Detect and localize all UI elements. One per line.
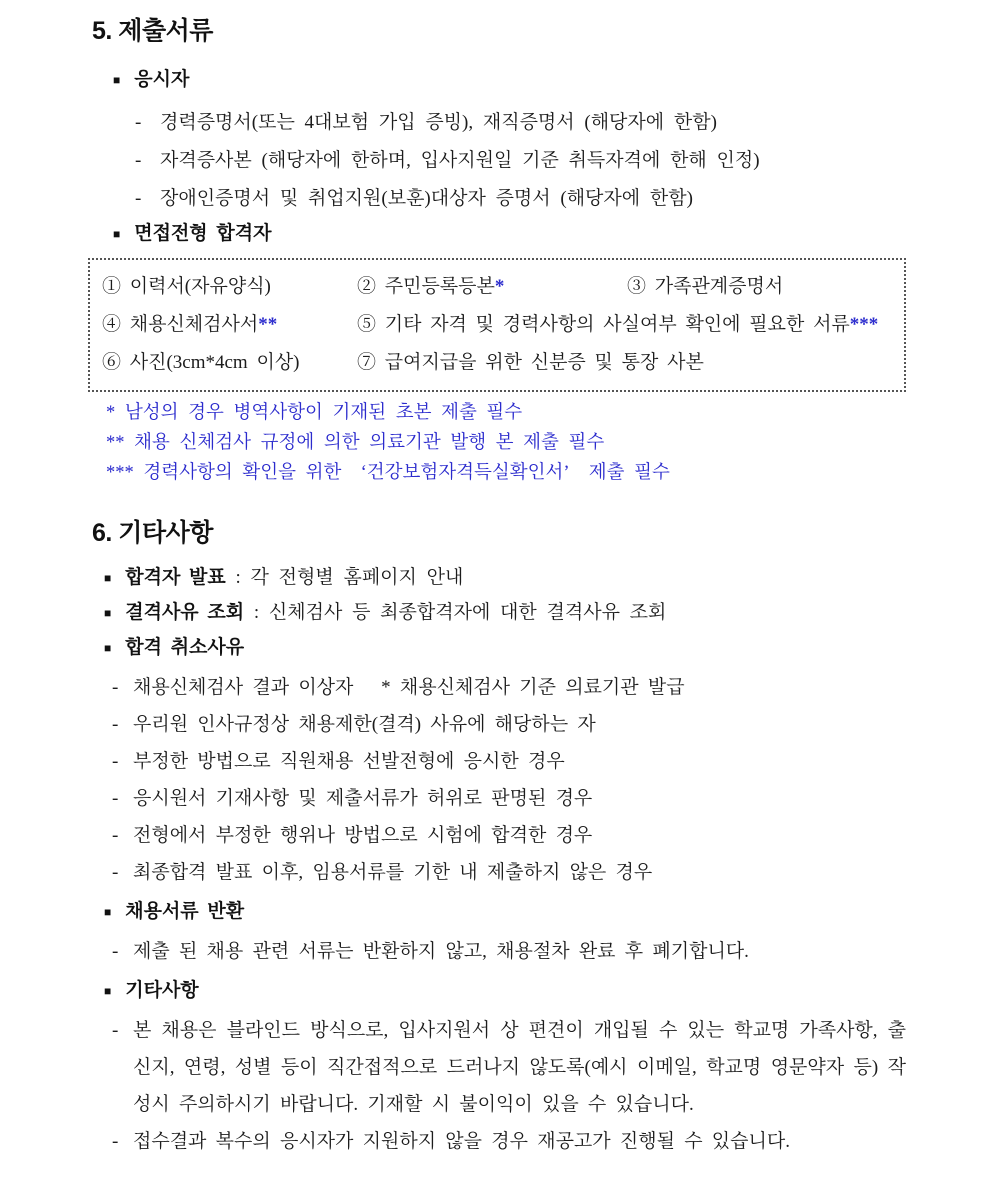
list-item-text: 채용신체검사 결과 이상자 * 채용신체검사 기준 의료기관 발급 (133, 677, 685, 698)
doc-item-text: ③ 가족관계증명서 (627, 276, 784, 297)
square-bullet-icon: ■ (104, 905, 112, 919)
doc-item-text: ⑥ 사진(3cm*4cm 이상) (102, 352, 300, 373)
pass-announcement-text (125, 564, 463, 592)
cancellation-reasons-label: 합격 취소사유 (125, 637, 245, 658)
disqualification-query-row (104, 599, 906, 627)
list-item (112, 933, 906, 970)
interview-pass-label: 면접전형 합격자 (134, 223, 272, 244)
footnote: * 남성의 경우 병역사항이 기재된 초본 제출 필수 (106, 403, 523, 423)
section-5-heading: 5. 제출서류 (92, 17, 213, 45)
dash-marker: - (112, 1020, 119, 1041)
asterisk-note-marker: *** (849, 314, 879, 335)
pass-announcement-detail: : 각 전형별 홈페이지 안내 (225, 567, 464, 588)
cancellation-reasons-row (104, 634, 906, 662)
footnote: *** 경력사항의 확인을 위한 ‘건강보험자격득실확인서’ 제출 필수 (106, 463, 670, 483)
doc-item-text: ④ 채용신체검사서 (102, 314, 259, 335)
square-bullet-icon: ■ (113, 227, 121, 241)
list-item-text: 최종합격 발표 이후, 임용서류를 기한 내 제출하지 않은 경우 (133, 862, 653, 883)
square-bullet-icon: ■ (104, 641, 112, 655)
list-item-text: 제출 된 채용 관련 서류는 반환하지 않고, 채용절차 완료 후 폐기합니다. (133, 941, 749, 962)
etc-list (112, 1012, 906, 1160)
asterisk-note-marker: ** (258, 314, 278, 335)
doc-requirements-box (88, 258, 906, 392)
list-item-text: 우리원 인사규정상 채용제한(결격) 사유에 해당하는 자 (133, 714, 596, 735)
asterisk-note-marker: * (494, 276, 505, 297)
pass-announcement-label: 합격자 발표 (125, 567, 226, 588)
document-return-row (104, 898, 906, 926)
doc-requirements-row (102, 306, 892, 344)
list-item-text: 전형에서 부정한 행위나 방법으로 시험에 합격한 경우 (133, 825, 593, 846)
etc-row (104, 977, 906, 1005)
dash-marker: - (112, 788, 119, 809)
dash-marker: - (135, 150, 142, 171)
dash-marker: - (112, 1131, 119, 1152)
section-6-heading: 6. 기타사항 (92, 519, 213, 547)
list-item-text: 부정한 방법으로 직원채용 선발전형에 응시한 경우 (133, 751, 565, 772)
list-item (112, 1012, 906, 1123)
doc-item (102, 268, 357, 306)
doc-item (102, 344, 357, 382)
dash-marker: - (135, 188, 142, 209)
dash-marker: - (112, 862, 119, 883)
dash-marker: - (112, 941, 119, 962)
list-item-text: 자격증사본 (해당자에 한하며, 입사지원일 기준 취득자격에 한해 인정) (160, 150, 760, 171)
doc-requirements-row (102, 344, 892, 382)
disqualification-query-text (125, 599, 666, 627)
doc-item (357, 268, 627, 306)
interview-pass-heading-row (113, 220, 906, 248)
doc-item-text: ⑤ 기타 자격 및 경력사항의 사실여부 확인에 필요한 서류 (357, 314, 850, 335)
list-item (112, 817, 906, 854)
doc-item (357, 344, 892, 382)
dash-marker: - (112, 825, 119, 846)
document-return-list (112, 933, 906, 970)
list-item-text: 접수결과 복수의 응시자가 지원하지 않을 경우 재공고가 진행될 수 있습니다. (133, 1131, 790, 1152)
list-item (112, 706, 906, 743)
list-item (112, 1123, 906, 1160)
dash-marker: - (112, 751, 119, 772)
square-bullet-icon: ■ (104, 984, 112, 998)
footnote: ** 채용 신체검사 규정에 의한 의료기관 발행 본 제출 필수 (106, 433, 605, 453)
dash-marker: - (135, 112, 142, 133)
document-return-label: 채용서류 반환 (125, 901, 245, 922)
list-item (135, 180, 906, 218)
doc-item (102, 306, 357, 344)
footnote-block (106, 398, 906, 488)
section-submission-documents (92, 16, 906, 488)
applicant-label: 응시자 (134, 69, 190, 90)
disqualification-query-detail: : 신체검사 등 최종합격자에 대한 결격사유 조회 (244, 602, 667, 623)
doc-item-text: ② 주민등록등본 (357, 276, 495, 297)
list-item (135, 142, 906, 180)
pass-announcement-row (104, 564, 906, 592)
etc-label: 기타사항 (125, 980, 199, 1001)
list-item (135, 104, 906, 142)
list-item (112, 669, 906, 706)
doc-requirements-row (102, 268, 892, 306)
doc-item-text: ⑦ 급여지급을 위한 신분증 및 통장 사본 (357, 352, 704, 373)
applicant-document-list (135, 104, 906, 218)
disqualification-query-label: 결격사유 조회 (125, 602, 245, 623)
list-item (112, 854, 906, 891)
doc-item (357, 306, 892, 344)
list-item-text: 경력증명서(또는 4대보험 가입 증빙), 재직증명서 (해당자에 한함) (160, 112, 717, 133)
square-bullet-icon: ■ (104, 606, 112, 620)
list-item (112, 780, 906, 817)
square-bullet-icon: ■ (104, 571, 112, 585)
blind-recruitment-paragraph: 본 채용은 블라인드 방식으로, 입사지원서 상 편견이 개입될 수 있는 학교명 가족사항, 출신지, 연령, 성별 등이 직간접적으로 드러나지 않도록(예시 이메일, 학교명 영문약자 등) 작성시 주의하시기 바랍니다. 기재할 시 불이익이 있을 수 있습니다. (133, 1020, 906, 1115)
dash-marker: - (112, 677, 119, 698)
list-item-text: 장애인증명서 및 취업지원(보훈)대상자 증명서 (해당자에 한함) (160, 188, 693, 209)
square-bullet-icon: ■ (113, 73, 121, 87)
applicant-heading-row (113, 66, 906, 94)
doc-item (627, 268, 892, 306)
list-item (112, 743, 906, 780)
dash-marker: - (112, 714, 119, 735)
list-item-text: 응시원서 기재사항 및 제출서류가 허위로 판명된 경우 (133, 788, 593, 809)
section-other-matters (92, 518, 906, 1160)
doc-item-text: ① 이력서(자유양식) (102, 276, 271, 297)
cancellation-reason-list (112, 669, 906, 891)
